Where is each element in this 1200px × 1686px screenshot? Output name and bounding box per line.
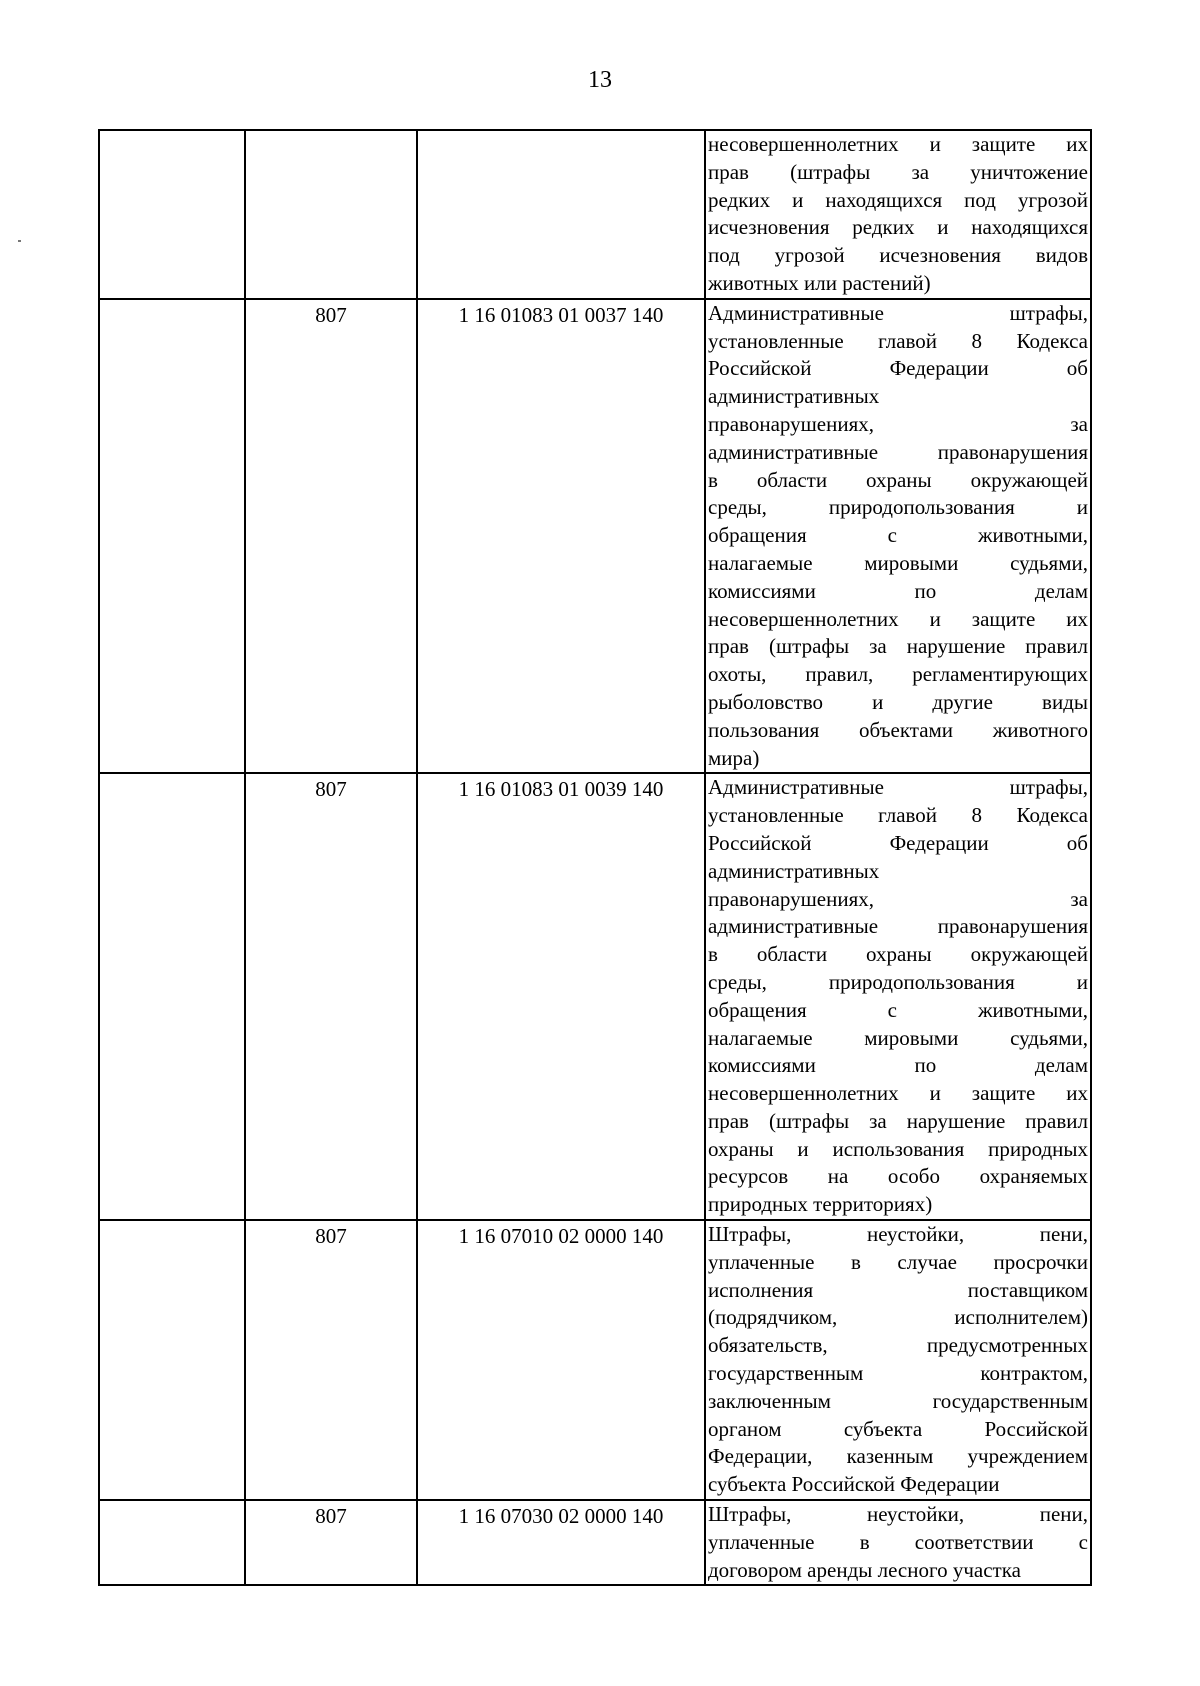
description-line: органом субъекта Российской — [708, 1416, 1088, 1441]
description-line: пользования объектами животного — [708, 717, 1088, 742]
description-line: уплаченные в случае просрочки — [708, 1249, 1088, 1274]
description-line: животных или растений) — [708, 270, 931, 295]
table-row — [99, 773, 1091, 1220]
description-line: несовершеннолетних и защите их — [708, 1081, 1088, 1106]
description-line: субъекта Российской Федерации — [708, 1472, 1000, 1497]
description-line: комиссиями по делам — [708, 578, 1088, 603]
description-line: административные правонарушения — [708, 914, 1088, 939]
cell-kbk-code: 1 16 07010 02 0000 140 — [417, 1220, 705, 1500]
description-line: Штрафы, неустойки, пени, — [708, 1222, 1088, 1247]
table-row — [99, 299, 1091, 774]
description-line: мира) — [708, 745, 760, 770]
cell-empty — [99, 1220, 245, 1500]
cell-description — [705, 773, 1091, 1220]
description-line: Штрафы, неустойки, пени, — [708, 1502, 1088, 1527]
description-line: административных — [708, 384, 880, 409]
description-line: налагаемые мировыми судьями, — [708, 550, 1088, 575]
description-line: Административные штрафы, — [708, 775, 1088, 800]
cell-empty — [99, 130, 245, 299]
cell-empty — [99, 1500, 245, 1585]
description-line: рыболовство и другие виды — [708, 689, 1088, 714]
table-row — [99, 130, 1091, 299]
cell-empty — [99, 299, 245, 774]
description-line: комиссиями по делам — [708, 1053, 1088, 1078]
description-line: прав (штрафы за нарушение правил — [708, 634, 1088, 659]
description-line: несовершеннолетних и защите их — [708, 132, 1088, 156]
description-line: исчезновения редких и находящихся — [708, 215, 1088, 240]
scan-artifact-mark — [18, 240, 21, 242]
description-line: в области охраны окружающей — [708, 467, 1088, 492]
table-row — [99, 1500, 1091, 1585]
description-line: среды, природопользования и — [708, 495, 1088, 520]
description-line: природных территориях) — [708, 1192, 933, 1217]
description-line: правонарушениях, за — [708, 886, 1088, 911]
cell-admin-code: 807 — [245, 299, 417, 774]
description-line: обращения с животными, — [708, 523, 1088, 548]
description-line: Административные штрафы, — [708, 300, 1088, 325]
page-number: 13 — [588, 67, 612, 93]
cell-empty — [99, 773, 245, 1220]
description-line: административных — [708, 858, 880, 883]
description-line: административные правонарушения — [708, 439, 1088, 464]
cell-admin-code: 807 — [245, 773, 417, 1220]
description-line: обращения с животными, — [708, 997, 1088, 1022]
description-line: несовершеннолетних и защите их — [708, 606, 1088, 631]
description-line: налагаемые мировыми судьями, — [708, 1025, 1088, 1050]
description-line: уплаченные в соответствии с — [708, 1529, 1088, 1554]
cell-kbk-code: 1 16 01083 01 0037 140 — [417, 299, 705, 774]
cell-admin-code: 807 — [245, 1220, 417, 1500]
description-line: охоты, правил, регламентирующих — [708, 662, 1088, 687]
cell-description — [705, 130, 1091, 299]
cell-description — [705, 299, 1091, 774]
description-line: охраны и использования природных — [708, 1136, 1088, 1161]
description-line: Российской Федерации об — [708, 356, 1088, 381]
description-line: установленные главой 8 Кодекса — [708, 328, 1088, 353]
description-line: (подрядчиком, исполнителем) — [708, 1305, 1088, 1330]
description-line: Российской Федерации об — [708, 830, 1088, 855]
revenue-codes-table — [98, 129, 1092, 1586]
description-line: правонарушениях, за — [708, 411, 1088, 436]
description-line: под угрозой исчезновения видов — [708, 243, 1088, 268]
cell-kbk-code — [417, 130, 705, 299]
description-line: установленные главой 8 Кодекса — [708, 803, 1088, 828]
description-line: договором аренды лесного участка — [708, 1557, 1021, 1582]
description-line: прав (штрафы за нарушение правил — [708, 1108, 1088, 1133]
cell-admin-code — [245, 130, 417, 299]
description-line: прав (штрафы за уничтожение — [708, 159, 1088, 184]
cell-description — [705, 1220, 1091, 1500]
cell-kbk-code: 1 16 01083 01 0039 140 — [417, 773, 705, 1220]
description-line: в области охраны окружающей — [708, 942, 1088, 967]
table-body — [99, 130, 1091, 1585]
description-line: обязательств, предусмотренных — [708, 1333, 1088, 1358]
description-line: заключенным государственным — [708, 1388, 1088, 1413]
description-line: среды, природопользования и — [708, 969, 1088, 994]
table-row — [99, 1220, 1091, 1500]
description-line: ресурсов на особо охраняемых — [708, 1164, 1088, 1189]
description-line: редких и находящихся под угрозой — [708, 187, 1088, 212]
cell-admin-code: 807 — [245, 1500, 417, 1585]
cell-description — [705, 1500, 1091, 1585]
description-line: Федерации, казенным учреждением — [708, 1444, 1088, 1469]
description-line: исполнения поставщиком — [708, 1277, 1088, 1302]
description-line: государственным контрактом, — [708, 1361, 1088, 1386]
cell-kbk-code: 1 16 07030 02 0000 140 — [417, 1500, 705, 1585]
